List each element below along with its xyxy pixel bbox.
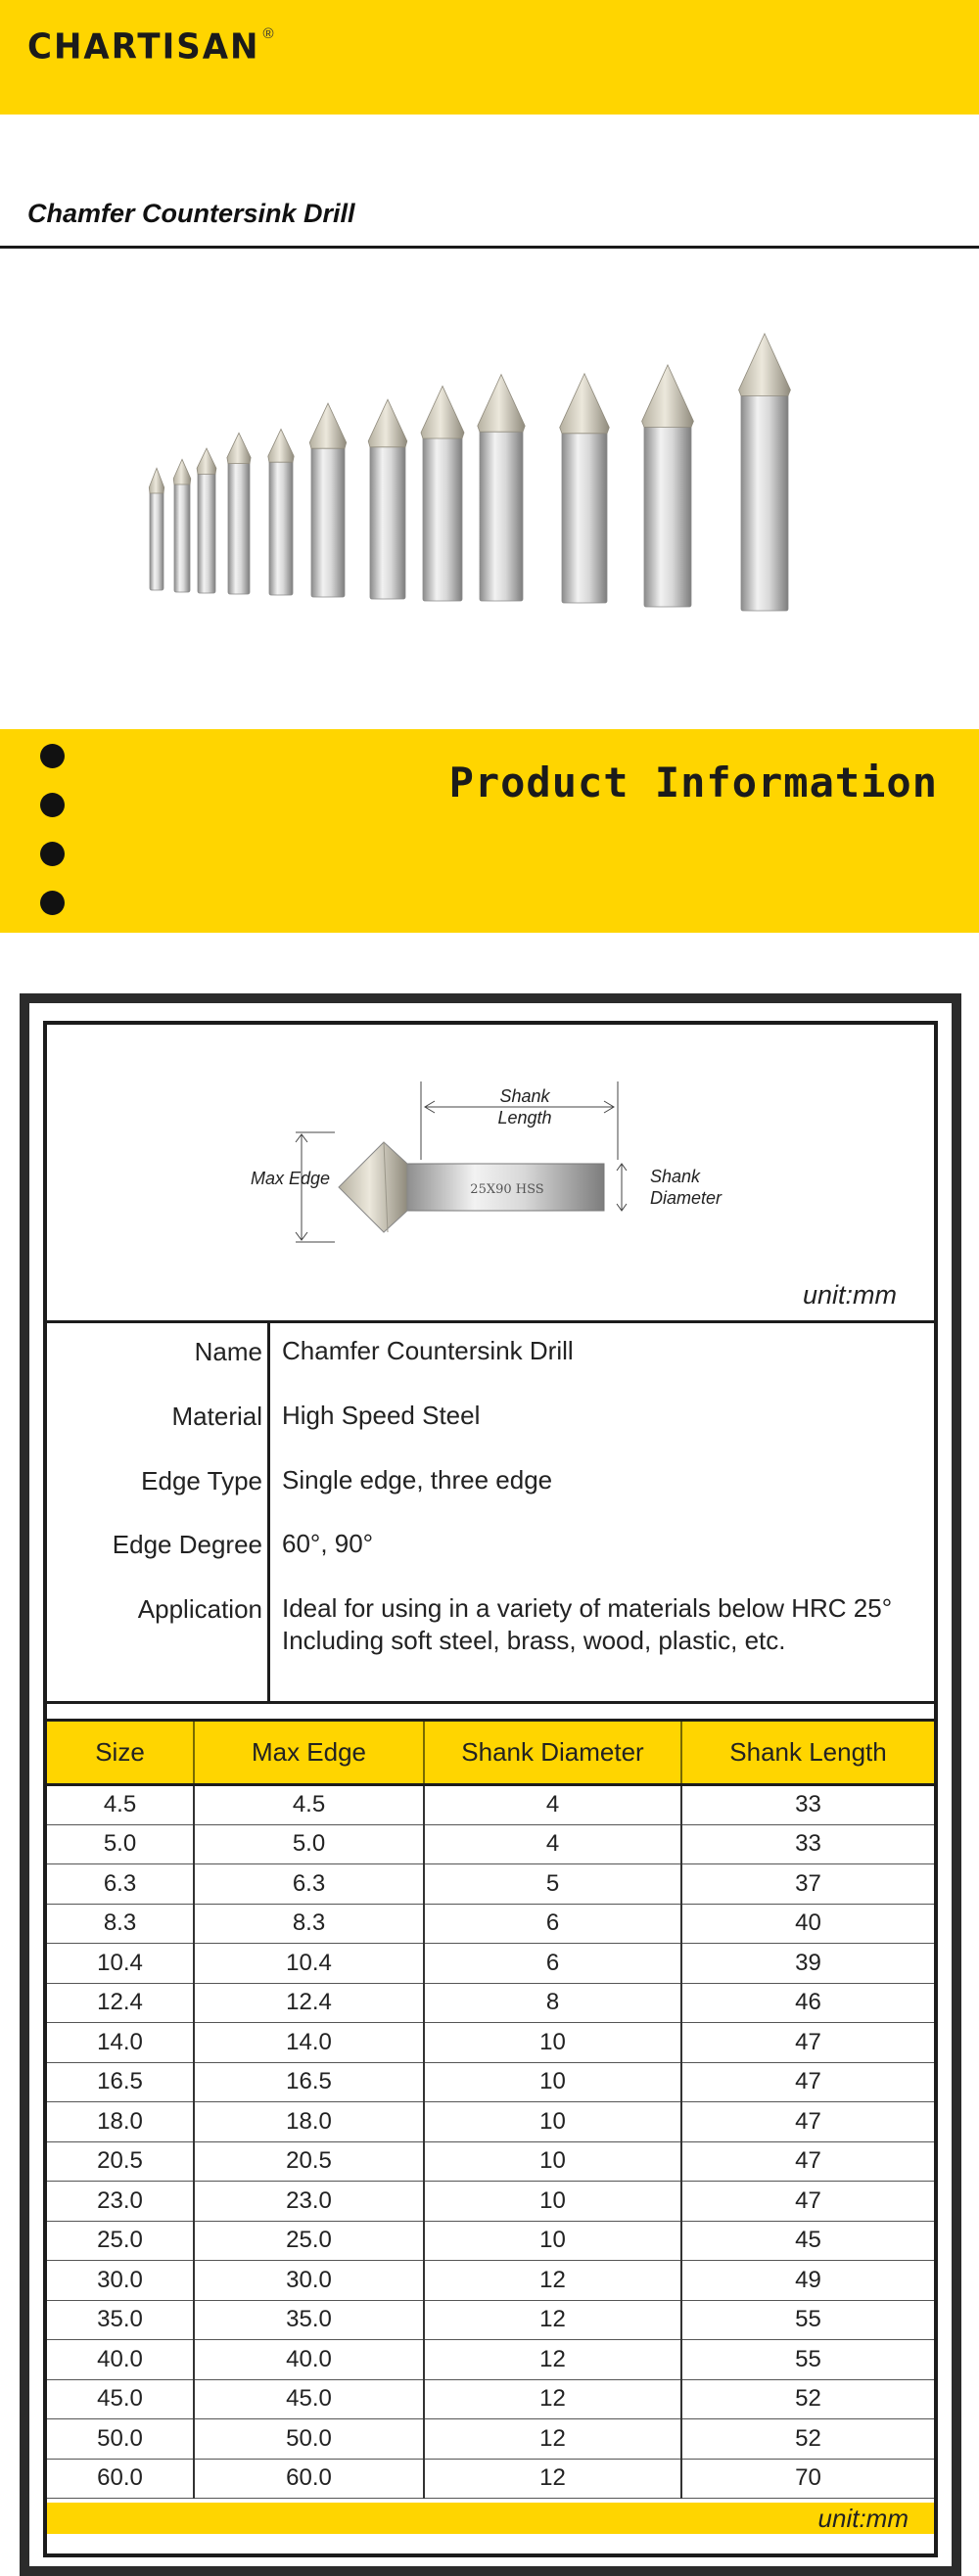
- product-photo: [0, 256, 979, 716]
- drill-bit: [368, 399, 407, 599]
- title-divider: [0, 246, 979, 249]
- cell-size: 8.3: [47, 1904, 194, 1944]
- table-header-row: [47, 1721, 934, 1785]
- cell-max-edge: 23.0: [194, 2182, 424, 2222]
- table-row: [47, 2182, 934, 2222]
- spec-value-edge-type: Single edge, three edge: [282, 1465, 553, 1495]
- drill-bit: [227, 433, 251, 594]
- table-row: [47, 2379, 934, 2419]
- cell-size: 35.0: [47, 2300, 194, 2340]
- table-row: [47, 1944, 934, 1984]
- column-header-shank-diameter: Shank Diameter: [424, 1721, 681, 1785]
- drill-bit: [421, 386, 464, 601]
- shank-length-label: [485, 1085, 565, 1128]
- shank-diameter-label-line1: Shank: [650, 1167, 701, 1186]
- cell-shank-length: 33: [681, 1785, 934, 1825]
- cell-shank-length: 47: [681, 2102, 934, 2142]
- cell-size: 40.0: [47, 2340, 194, 2380]
- table-row: [47, 1983, 934, 2023]
- cell-max-edge: 8.3: [194, 1904, 424, 1944]
- cell-max-edge: 25.0: [194, 2221, 424, 2261]
- cell-shank-diameter: 4: [424, 1824, 681, 1864]
- cell-max-edge: 6.3: [194, 1864, 424, 1905]
- page-title: Chamfer Countersink Drill: [27, 199, 355, 228]
- brand-logo-text: CHARTISAN: [27, 26, 260, 68]
- cell-shank-diameter: 10: [424, 2221, 681, 2261]
- spec-value-edge-degree: 60°, 90°: [282, 1529, 374, 1558]
- cell-size: 25.0: [47, 2221, 194, 2261]
- cell-size: 4.5: [47, 1785, 194, 1825]
- cell-shank-diameter: 4: [424, 1785, 681, 1825]
- drill-bit: [560, 374, 610, 603]
- column-header-size: Size: [47, 1721, 194, 1785]
- table-row: [47, 2300, 934, 2340]
- cell-shank-diameter: 6: [424, 1944, 681, 1984]
- cell-size: 6.3: [47, 1864, 194, 1905]
- cell-shank-diameter: 10: [424, 2023, 681, 2063]
- cell-max-edge: 18.0: [194, 2102, 424, 2142]
- spec-label-application: Application: [137, 1594, 262, 1624]
- bullet-dot: [40, 793, 65, 817]
- cell-shank-length: 46: [681, 1983, 934, 2023]
- drill-bit: [268, 429, 294, 595]
- cell-size: 30.0: [47, 2261, 194, 2301]
- shank-length-label-line1: Shank: [499, 1086, 550, 1106]
- spec-value-application-line2: Including soft steel, brass, wood, plastic, etc.: [282, 1626, 786, 1655]
- brand-logo: [27, 27, 274, 76]
- cell-shank-length: 47: [681, 2141, 934, 2182]
- cell-max-edge: 50.0: [194, 2419, 424, 2460]
- cell-max-edge: 30.0: [194, 2261, 424, 2301]
- drill-diagram-drawing: [43, 1021, 938, 1324]
- table-row: [47, 1864, 934, 1905]
- column-header-shank-length: Shank Length: [681, 1721, 934, 1785]
- table-row: [47, 2459, 934, 2499]
- cell-max-edge: 10.4: [194, 1944, 424, 1984]
- cell-size: 18.0: [47, 2102, 194, 2142]
- cell-max-edge: 35.0: [194, 2300, 424, 2340]
- cell-shank-length: 47: [681, 2062, 934, 2102]
- table-row: [47, 2221, 934, 2261]
- cell-shank-diameter: 12: [424, 2340, 681, 2380]
- spec-value-application: Ideal for using in a variety of materials below HRC 25°: [282, 1593, 893, 1623]
- cell-shank-diameter: 12: [424, 2379, 681, 2419]
- table-row: [47, 2102, 934, 2142]
- cell-shank-diameter: 12: [424, 2419, 681, 2460]
- spec-label-edge-type: Edge Type: [141, 1466, 262, 1495]
- spec-label-material: Material: [171, 1402, 262, 1431]
- cell-size: 50.0: [47, 2419, 194, 2460]
- table-row: [47, 2419, 934, 2460]
- cell-size: 12.4: [47, 1983, 194, 2023]
- cell-shank-diameter: 8: [424, 1983, 681, 2023]
- spec-label-edge-degree: Edge Degree: [112, 1530, 262, 1559]
- cell-shank-diameter: 5: [424, 1864, 681, 1905]
- drill-bit: [197, 448, 216, 593]
- bullet-dot: [40, 891, 65, 915]
- max-edge-label: Max Edge: [251, 1169, 331, 1188]
- size-table: [47, 1719, 934, 2499]
- table-row: [47, 1785, 934, 1825]
- cell-shank-length: 49: [681, 2261, 934, 2301]
- product-info-band: [0, 729, 979, 933]
- cell-shank-diameter: 10: [424, 2102, 681, 2142]
- drill-bit: [309, 403, 346, 597]
- cell-size: 23.0: [47, 2182, 194, 2222]
- bullet-dot: [40, 842, 65, 866]
- cell-size: 60.0: [47, 2459, 194, 2499]
- table-row: [47, 2062, 934, 2102]
- spec-list: [43, 1323, 938, 1703]
- drill-bit: [173, 459, 191, 592]
- cell-size: 20.5: [47, 2141, 194, 2182]
- section-divider: [43, 1701, 938, 1704]
- registered-mark: ®: [262, 25, 274, 42]
- cell-max-edge: 14.0: [194, 2023, 424, 2063]
- cell-shank-length: 39: [681, 1944, 934, 1984]
- spec-value-material: High Speed Steel: [282, 1401, 481, 1430]
- drill-bit: [149, 468, 163, 590]
- cell-shank-diameter: 12: [424, 2459, 681, 2499]
- cell-max-edge: 60.0: [194, 2459, 424, 2499]
- cell-shank-length: 52: [681, 2379, 934, 2419]
- spec-column-divider: [267, 1323, 270, 1703]
- cell-size: 5.0: [47, 1824, 194, 1864]
- cell-shank-diameter: 12: [424, 2300, 681, 2340]
- table-row: [47, 2340, 934, 2380]
- cell-max-edge: 5.0: [194, 1824, 424, 1864]
- drill-bit: [739, 334, 791, 611]
- cell-shank-length: 55: [681, 2300, 934, 2340]
- table-row: [47, 2141, 934, 2182]
- shank-engraving: 25X90 HSS: [470, 1182, 544, 1197]
- spec-value-name: Chamfer Countersink Drill: [282, 1336, 574, 1365]
- cell-size: 10.4: [47, 1944, 194, 1984]
- table-footer: [47, 2503, 934, 2534]
- cell-shank-length: 52: [681, 2419, 934, 2460]
- cell-max-edge: 12.4: [194, 1983, 424, 2023]
- cell-shank-length: 33: [681, 1824, 934, 1864]
- cell-max-edge: 45.0: [194, 2379, 424, 2419]
- cell-shank-diameter: 10: [424, 2062, 681, 2102]
- shank-diameter-label-line2: Diameter: [650, 1188, 723, 1208]
- dimension-diagram: [43, 1021, 938, 1324]
- cell-shank-length: 40: [681, 1904, 934, 1944]
- cell-max-edge: 16.5: [194, 2062, 424, 2102]
- cell-shank-diameter: 10: [424, 2182, 681, 2222]
- cell-shank-length: 37: [681, 1864, 934, 1905]
- table-row: [47, 1824, 934, 1864]
- shank-length-label-line2: Length: [497, 1108, 552, 1127]
- table-unit: unit:mm: [817, 2504, 909, 2533]
- shank-diameter-label: [650, 1166, 722, 1209]
- cell-size: 14.0: [47, 2023, 194, 2063]
- table-row: [47, 1904, 934, 1944]
- cell-max-edge: 4.5: [194, 1785, 424, 1825]
- cell-shank-diameter: 6: [424, 1904, 681, 1944]
- cell-shank-diameter: 10: [424, 2141, 681, 2182]
- drill-bit: [478, 375, 525, 601]
- diagram-unit: unit:mm: [802, 1280, 897, 1310]
- cell-shank-length: 55: [681, 2340, 934, 2380]
- drill-bit: [642, 365, 694, 607]
- cell-max-edge: 20.5: [194, 2141, 424, 2182]
- cell-shank-length: 47: [681, 2182, 934, 2222]
- cell-shank-length: 70: [681, 2459, 934, 2499]
- product-info-title: Product Information: [448, 759, 938, 806]
- cell-size: 45.0: [47, 2379, 194, 2419]
- cell-max-edge: 40.0: [194, 2340, 424, 2380]
- cell-shank-diameter: 12: [424, 2261, 681, 2301]
- table-row: [47, 2023, 934, 2063]
- cell-size: 16.5: [47, 2062, 194, 2102]
- spec-label-name: Name: [194, 1337, 262, 1366]
- bullet-dot: [40, 744, 65, 768]
- table-row: [47, 2261, 934, 2301]
- cell-shank-length: 45: [681, 2221, 934, 2261]
- column-header-max-edge: Max Edge: [194, 1721, 424, 1785]
- brand-header: [0, 0, 979, 115]
- cell-shank-length: 47: [681, 2023, 934, 2063]
